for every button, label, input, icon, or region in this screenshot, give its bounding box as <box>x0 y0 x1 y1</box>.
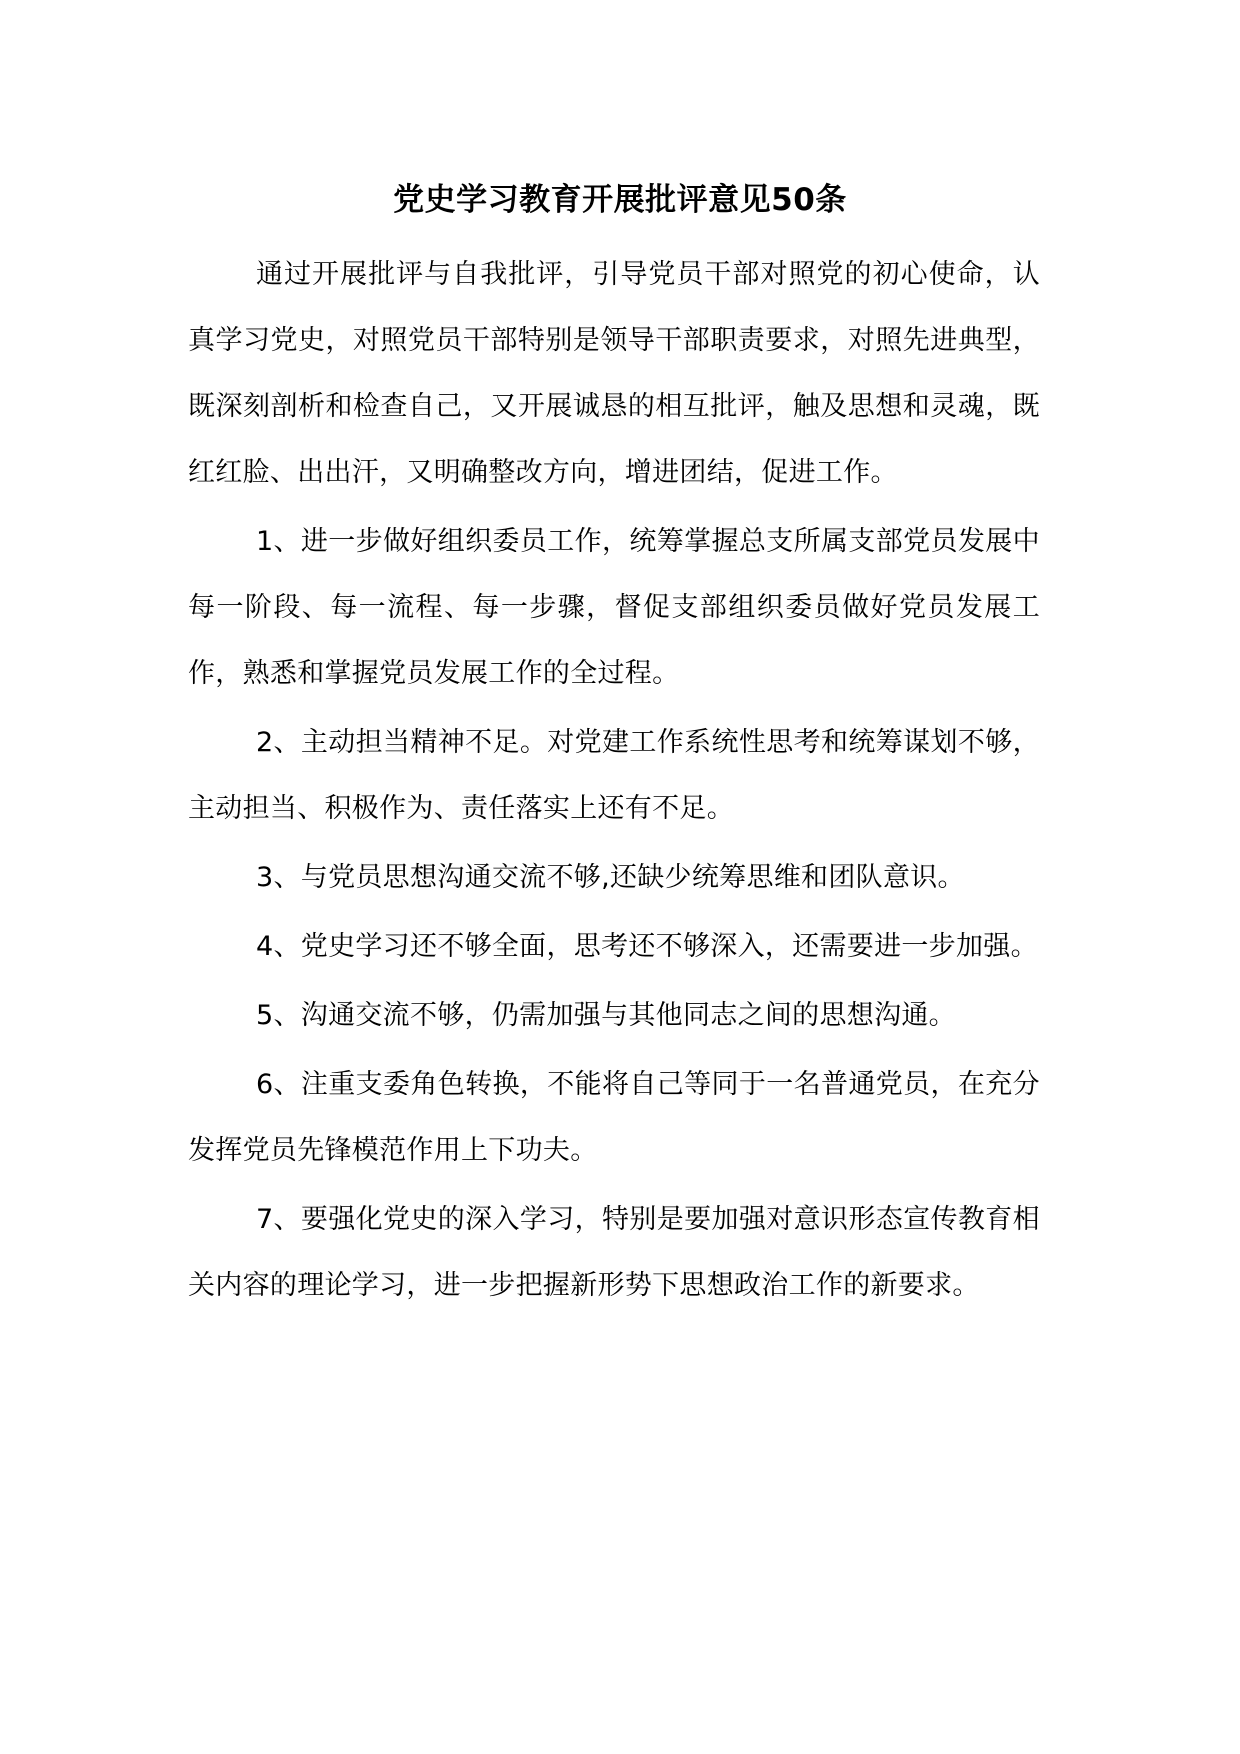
item-paragraph-5: 5、沟通交流不够，仍需加强与其他同志之间的思想沟通。 <box>256 1000 956 1031</box>
document-title: 党史学习教育开展批评意见50条 <box>393 182 847 218</box>
item-paragraph-4: 4、党史学习还不够全面，思考还不够深入，还需要进一步加强。 <box>256 931 1038 962</box>
item-paragraph-2: 2、主动担当精神不足。对党建工作系统性思考和统筹谋划不够，主动担当、积极作为、责任落实上还有不足。 <box>188 727 1040 824</box>
document-body <box>188 242 1040 1322</box>
item-paragraph-6: 6、注重支委角色转换，不能将自己等同于一名普通党员，在充分发挥党员先锋模范作用上下功夫。 <box>188 1069 1040 1166</box>
item-paragraph-3: 3、与党员思想沟通交流不够,还缺少统筹思维和团队意识。 <box>256 862 965 893</box>
item-paragraph-7: 7、要强化党史的深入学习，特别是要加强对意识形态宣传教育相关内容的理论学习，进一步把握新形势下思想政治工作的新要求。 <box>188 1204 1040 1301</box>
intro-paragraph: 通过开展批评与自我批评，引导党员干部对照党的初心使命，认真学习党史，对照党员干部特别是领导干部职责要求，对照先进典型，既深刻剖析和检查自己，又开展诚恳的相互批评，触及思想和灵魂，既红红脸、出出汗，又明确整改方向，增进团结，促进工作。 <box>188 259 1040 488</box>
item-paragraph-1: 1、进一步做好组织委员工作，统筹掌握总支所属支部党员发展中每一阶段、每一流程、每一步骤，督促支部组织委员做好党员发展工作，熟悉和掌握党员发展工作的全过程。 <box>188 526 1040 689</box>
